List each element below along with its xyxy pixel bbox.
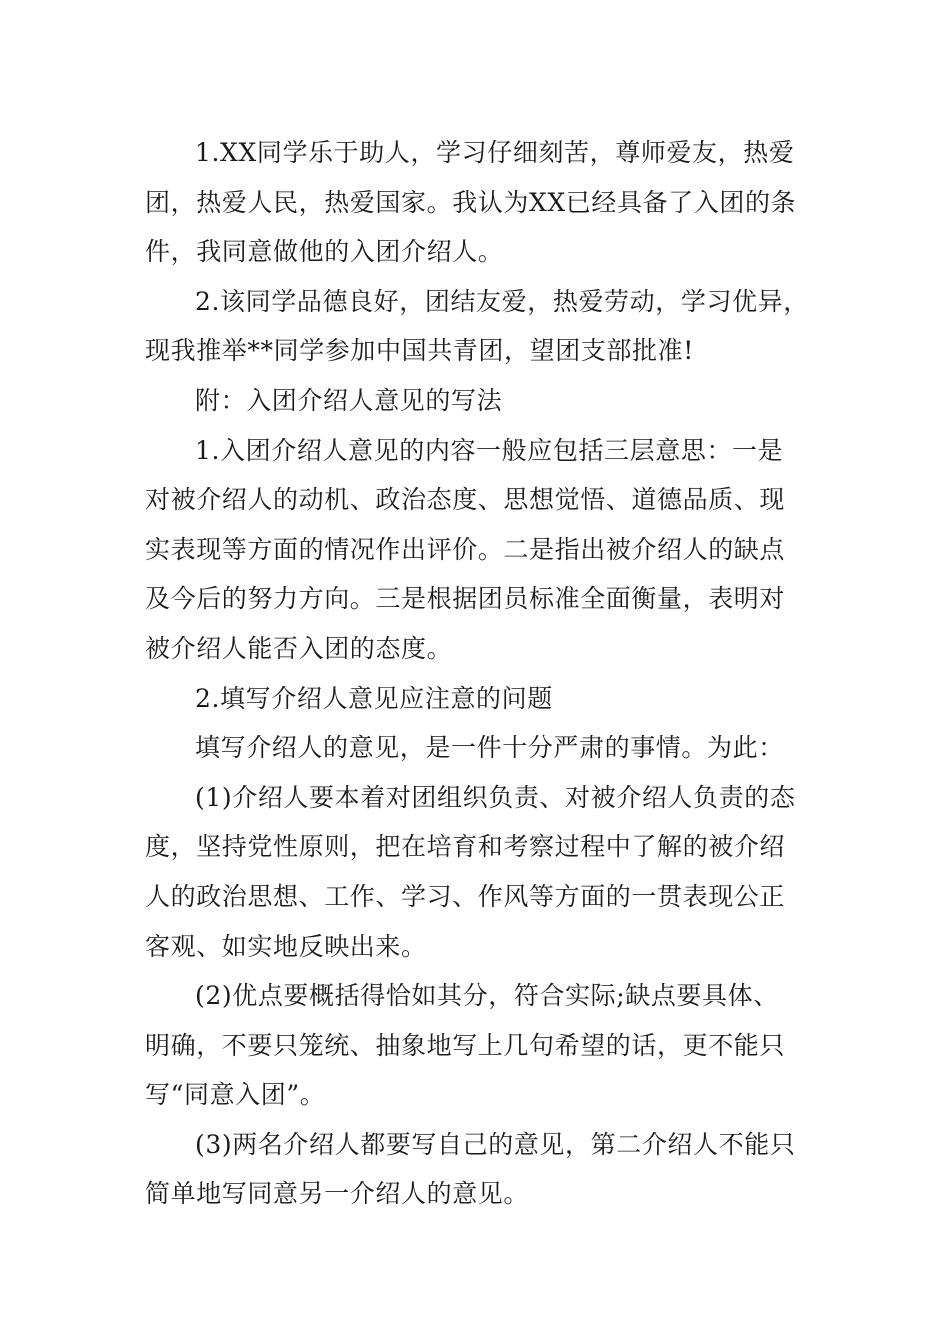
item-1-line-3: 人的政治思想、工作、学习、作风等方面的一贯表现公正 — [145, 881, 786, 911]
paragraph-1-line-2: 团，热爱人民，热爱国家。我认为XX已经具备了入团的条 — [145, 187, 797, 217]
item-2-line-3: 写“同意入团”。 — [145, 1080, 326, 1110]
section-2-heading: 2.填写介绍人意见应注意的问题 — [195, 683, 553, 713]
document-body — [145, 128, 815, 1219]
item-1-line-4: 客观、如实地反映出来。 — [145, 931, 427, 961]
paragraph-3-line-2: 对被介绍人的动机、政治态度、思想觉悟、道德品质、现 — [145, 485, 786, 515]
item-2-line-2: 明确，不要只笼统、抽象地写上几句希望的话，更不能只 — [145, 1030, 786, 1060]
paragraph-1-line-1: 1.XX同学乐于助人，学习仔细刻苦，尊师爱友，热爱 — [195, 138, 795, 167]
paragraph-3-line-1: 1.入团介绍人意见的内容一般应包括三层意思：一是 — [195, 435, 784, 465]
item-1-line-1: (1)介绍人要本着对团组织负责、对被介绍人负责的态 — [195, 782, 796, 812]
paragraph-3-line-4: 及今后的努力方向。三是根据团员标准全面衡量，表明对 — [145, 584, 786, 614]
paragraph-2-line-1: 2.该同学品德良好，团结友爱，热爱劳动，学习优异， — [195, 286, 809, 316]
paragraph-4-line-1: 填写介绍人的意见，是一件十分严肃的事情。为此： — [195, 733, 784, 763]
appendix-heading: 附：入团介绍人意见的写法 — [195, 385, 503, 415]
item-3-line-1: (3)两名介绍人都要写自己的意见，第二介绍人不能只 — [195, 1129, 796, 1159]
paragraph-2-line-2: 现我推举**同学参加中国共青团，望团支部批准! — [145, 336, 694, 366]
item-3-line-2: 简单地写同意另一介绍人的意见。 — [145, 1179, 530, 1209]
paragraph-3-line-5: 被介绍人能否入团的态度。 — [145, 633, 453, 663]
item-2-line-1: (2)优点要概括得恰如其分，符合实际;缺点要具体、 — [195, 981, 779, 1011]
item-1-line-2: 度，坚持党性原则，把在培育和考察过程中了解的被介绍 — [145, 832, 786, 862]
paragraph-1-line-3: 件，我同意做他的入团介绍人。 — [145, 237, 504, 267]
paragraph-3-line-3: 实表现等方面的情况作出评价。二是指出被介绍人的缺点 — [145, 534, 786, 564]
